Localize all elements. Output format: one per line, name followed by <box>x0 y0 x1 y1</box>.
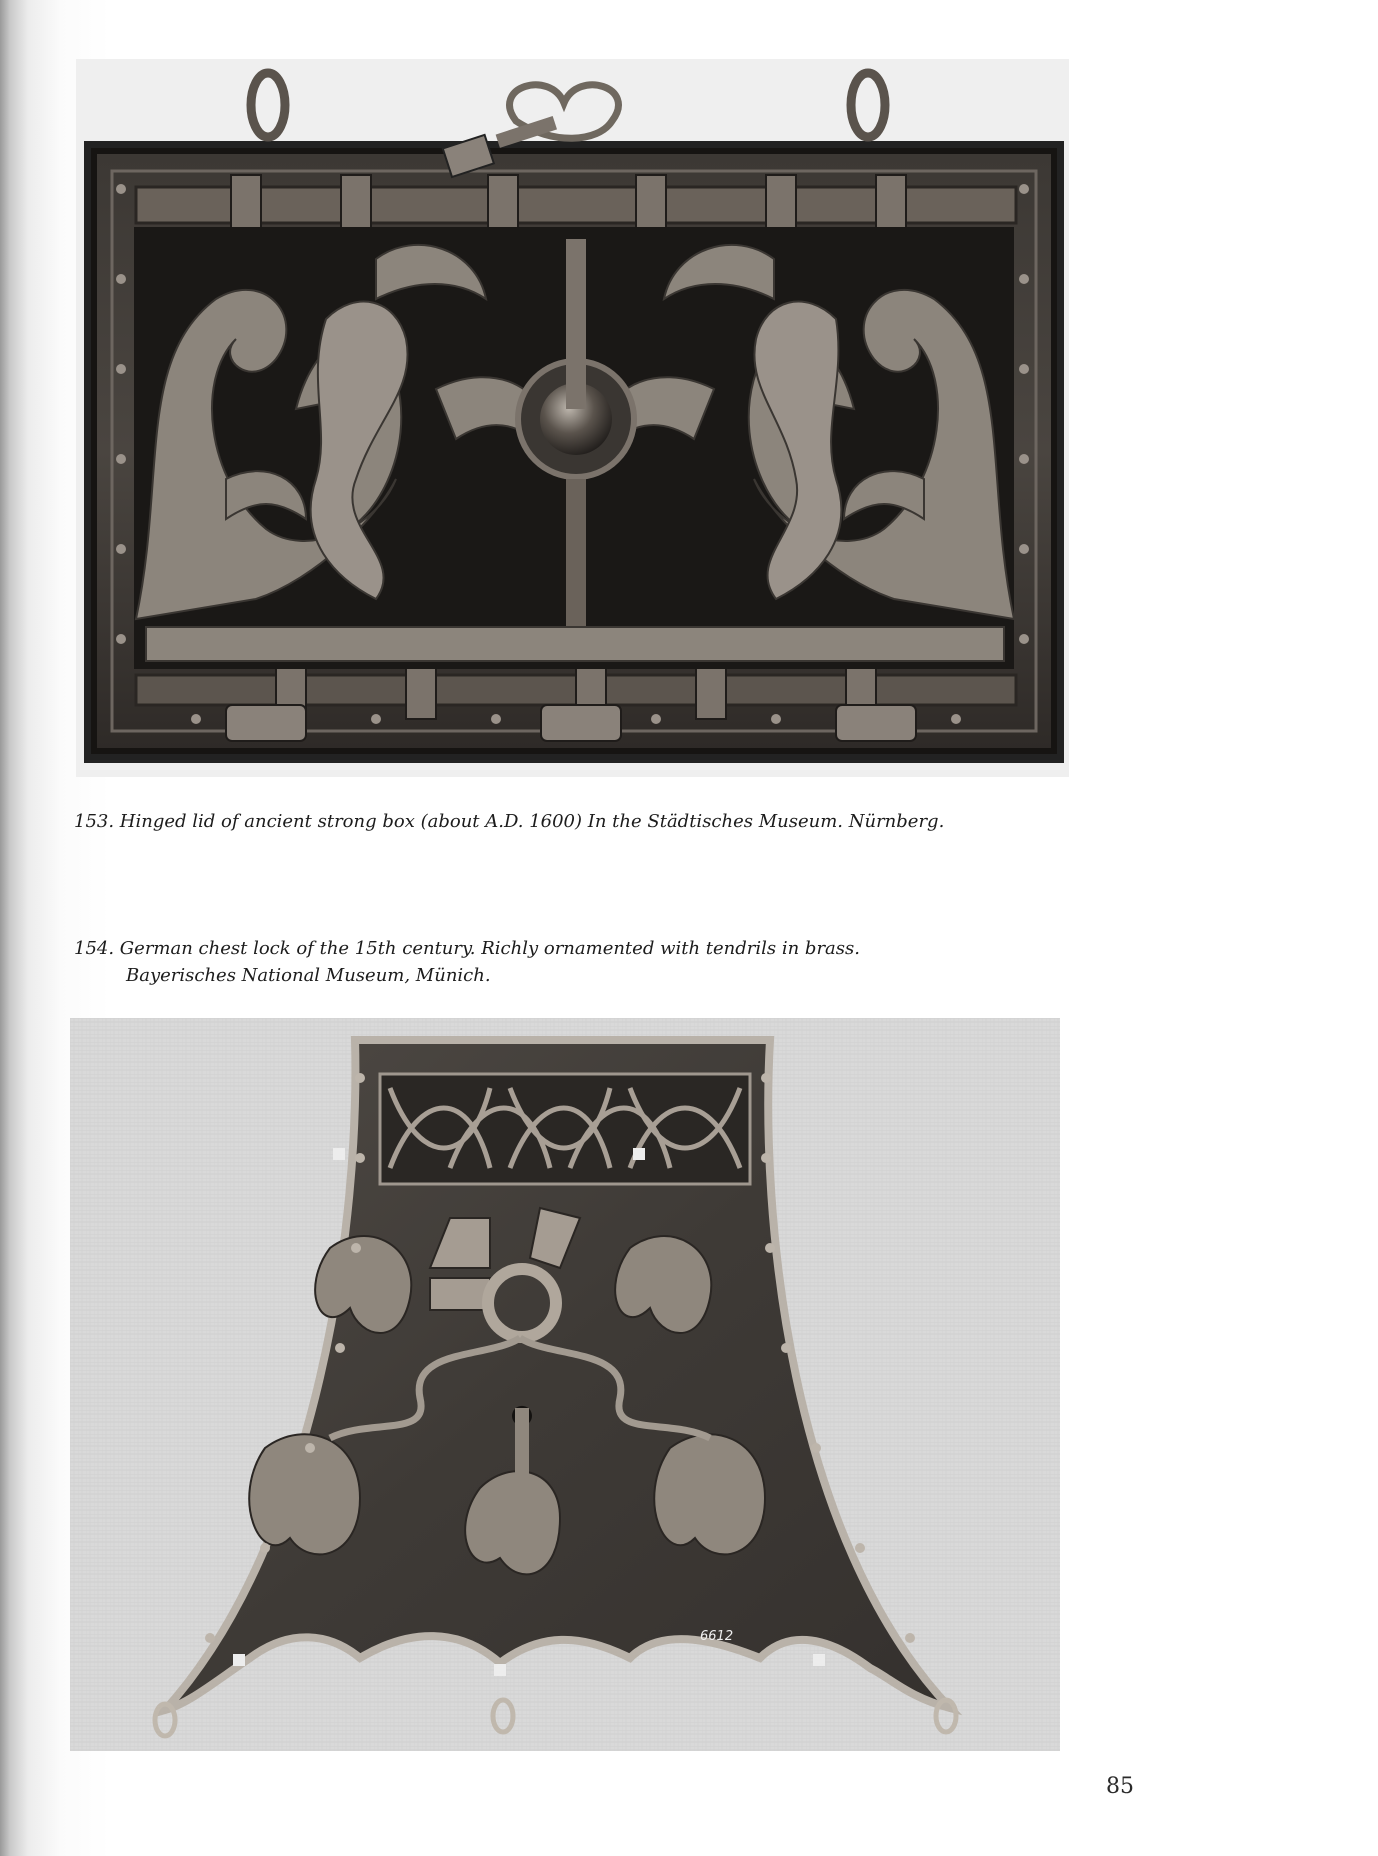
caption-154-line-1: 154. German chest lock of the 15th century. Richly ornamented with tendrils in brass. <box>74 938 860 959</box>
caption-154-line-2: Bayerisches National Museum, Münich. <box>126 965 491 986</box>
tracery-frieze <box>380 1074 750 1184</box>
photo-plate-154 <box>70 1018 1060 1751</box>
photo-plate-153 <box>76 59 1069 777</box>
chest-lock-photo <box>70 1018 1060 1751</box>
handle-rings <box>251 73 885 137</box>
figure-caption-154 <box>74 935 860 989</box>
figure-caption-153: 153. Hinged lid of ancient strong box (about A.D. 1600) In the Städtisches Museum. Nürnberg. <box>74 811 945 832</box>
inventory-mark: 6612 <box>700 1629 734 1644</box>
strong-box-lid-photo <box>76 59 1069 777</box>
page-number: 85 <box>1106 1774 1134 1799</box>
